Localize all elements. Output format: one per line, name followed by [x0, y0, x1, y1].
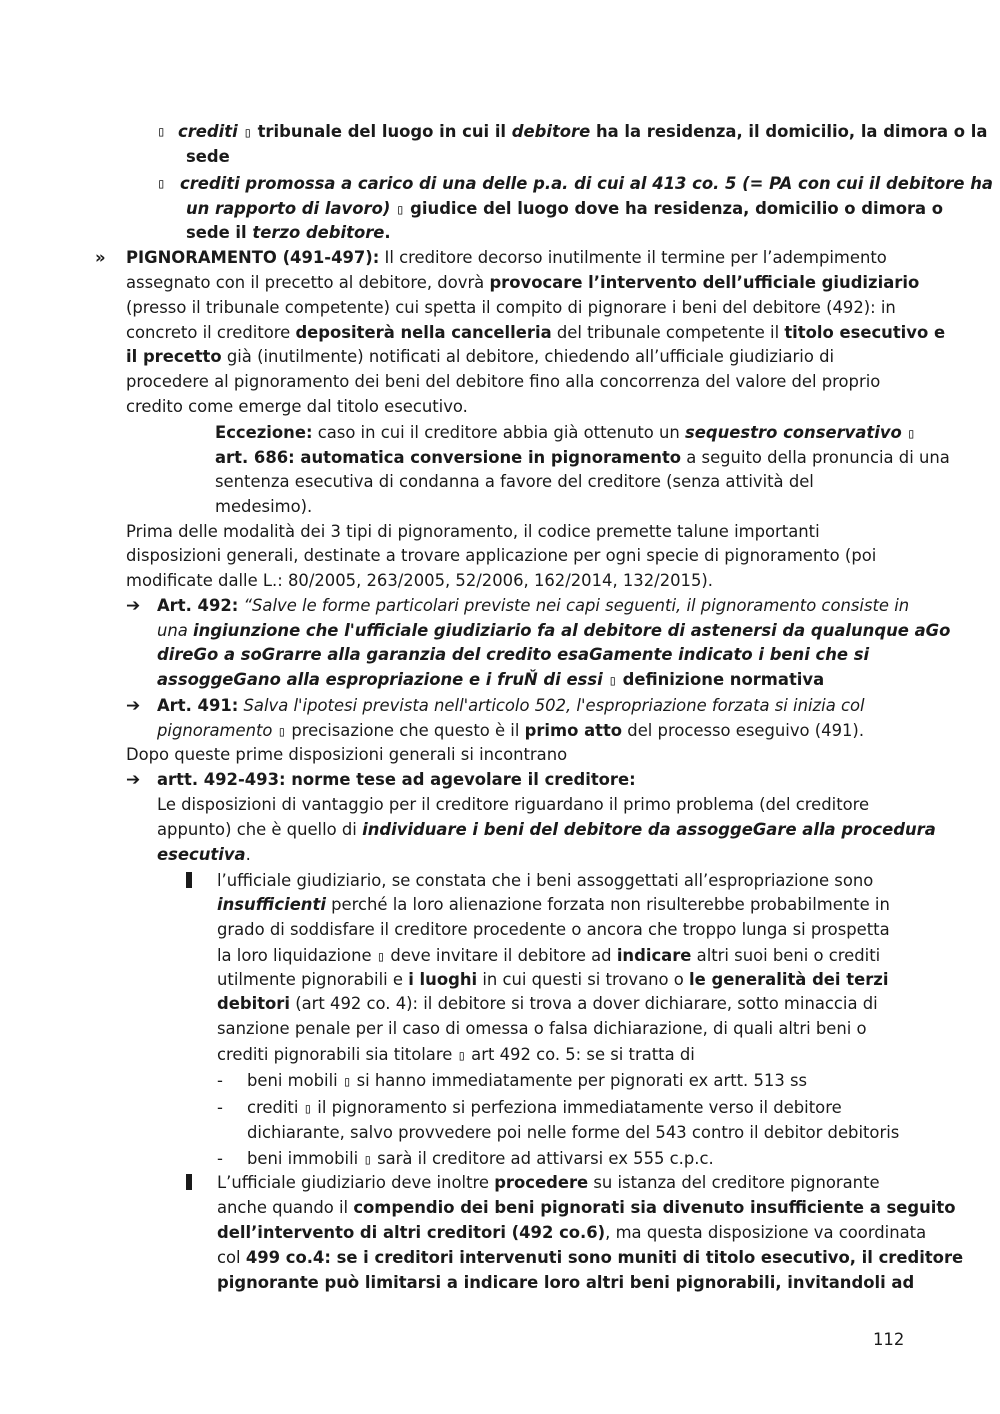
arrow-bullet-icon: ➔	[126, 596, 141, 616]
text-line: assoggeGano alla espropriazione e i fruŇ di essi ▯ definizione normativa	[157, 670, 825, 689]
raquo-bullet-icon: »	[95, 248, 106, 267]
dash-bullet-icon: -	[217, 1098, 223, 1117]
text-line: medesimo).	[215, 497, 313, 516]
text-line: sentenza esecutiva di condanna a favore del creditore (senza attività del	[215, 472, 814, 491]
arrow-bullet-icon: ➔	[126, 770, 141, 790]
box-glyph-icon: ▯	[342, 1074, 352, 1090]
text-line: sede il terzo debitore.	[186, 223, 391, 242]
box-glyph-icon: ▯	[363, 1152, 372, 1168]
text-line: appunto) che è quello di individuare i beni del debitore da assoggeGare alla procedura	[157, 820, 936, 839]
page-number: 112	[873, 1330, 905, 1349]
text-line: PIGNORAMENTO (491-497): Il creditore decorso inutilmente il termine per l’adempimento	[126, 248, 887, 267]
box-glyph-icon: ▯	[303, 1101, 313, 1117]
text-line: L’ufficiale giudiziario deve inoltre procedere su istanza del creditore pignorante	[217, 1173, 880, 1192]
text-line: artt. 492-493: norme tese ad agevolare il creditore:	[157, 770, 636, 789]
box-glyph-icon: ▯	[376, 949, 386, 965]
box-glyph-icon: ▯	[157, 124, 166, 140]
text-line: disposizioni generali, destinate a trovare applicazione per ogni specie di pignoramento (poi	[126, 546, 877, 565]
box-glyph-icon: ▯	[243, 125, 252, 141]
text-line: Le disposizioni di vantaggio per il creditore riguardano il primo problema (del creditore	[157, 795, 870, 814]
box-glyph-icon: ▯	[396, 202, 405, 218]
text-line: Dopo queste prime disposizioni generali si incontrano	[126, 745, 568, 764]
text-line: esecutiva.	[157, 845, 251, 864]
text-line: Art. 492: “Salve le forme particolari previste nei capi seguenti, il pignoramento consiste in	[157, 596, 910, 615]
text-line: crediti ▯ tribunale del luogo in cui il debitore ha la residenza, il domicilio, la dimora o la	[178, 122, 988, 141]
text-line: utilmente pignorabili e i luoghi in cui questi si trovano o le generalità dei terzi	[217, 970, 889, 989]
text-line: crediti ▯ il pignoramento si perfeziona immediatamente verso il debitore	[247, 1098, 842, 1117]
box-glyph-icon: ▯	[157, 176, 166, 192]
dash-bullet-icon: -	[217, 1071, 223, 1090]
box-glyph-icon: ▯	[457, 1048, 466, 1064]
text-line: procedere al pignoramento dei beni del debitore fino alla concorrenza del valore del proprio	[126, 372, 881, 391]
box-glyph-icon: ▯	[277, 724, 287, 740]
text-line: pignorante può limitarsi a indicare loro altri beni pignorabili, invitandoli ad	[217, 1273, 915, 1292]
box-glyph-icon: ▯	[907, 426, 916, 442]
text-line: crediti pignorabili sia titolare ▯ art 492 co. 5: se si tratta di	[217, 1045, 695, 1064]
text-line: pignoramento ▯ precisazione che questo è il primo atto del processo eseguivo (491).	[157, 721, 865, 740]
text-line: credito come emerge dal titolo esecutivo.	[126, 397, 468, 416]
text-line: grado di soddisfare il creditore procedente o ancora che troppo lunga si prospetta	[217, 920, 890, 939]
text-line: Prima delle modalità dei 3 tipi di pignoramento, il codice premette talune importanti	[126, 522, 820, 541]
box-glyph-icon: ▯	[608, 673, 617, 689]
text-line: direGo a soGrarre alla garanzia del credito esaGamente indicato i beni che si	[157, 645, 870, 664]
arrow-bullet-icon: ➔	[126, 696, 141, 716]
text-line: concreto il creditore depositerà nella cancelleria del tribunale competente il titolo esecutivo e	[126, 323, 946, 342]
text-line: insufficienti perché la loro alienazione forzata non risulterebbe probabilmente in	[217, 895, 890, 914]
text-line: sanzione penale per il caso di omessa o falsa dichiarazione, di quali altri beni o	[217, 1019, 867, 1038]
text-line: un rapporto di lavoro) ▯ giudice del luogo dove ha residenza, domicilio o dimora o	[186, 199, 944, 218]
square-bullet-icon	[186, 869, 192, 893]
text-line: debitori (art 492 co. 4): il debitore si trova a dover dichiarare, sotto minaccia di	[217, 994, 878, 1013]
text-line: sede	[186, 147, 230, 166]
text-line: modificate dalle L.: 80/2005, 263/2005, 52/2006, 162/2014, 132/2015).	[126, 571, 714, 590]
text-line: art. 686: automatica conversione in pignoramento a seguito della pronuncia di una	[215, 448, 950, 467]
text-line: dell’intervento di altri creditori (492 co.6), ma questa disposizione va coordinata	[217, 1223, 927, 1242]
text-line: crediti promossa a carico di una delle p.a. di cui al 413 co. 5 (= PA con cui il debitore ha	[180, 174, 993, 193]
text-line: anche quando il compendio dei beni pignorati sia divenuto insufficiente a seguito	[217, 1198, 956, 1217]
text-line: Art. 491: Salva l'ipotesi prevista nell'articolo 502, l'espropriazione forzata si inizia col	[157, 696, 865, 715]
text-line: Eccezione: caso in cui il creditore abbia già ottenuto un sequestro conservativo ▯	[215, 423, 916, 442]
square-bullet-icon	[186, 1171, 192, 1195]
text-line: la loro liquidazione ▯ deve invitare il debitore ad indicare altri suoi beni o crediti	[217, 946, 881, 965]
text-line: l’ufficiale giudiziario, se constata che i beni assoggettati all’espropriazione sono	[217, 871, 874, 890]
text-line: il precetto già (inutilmente) notificati al debitore, chiedendo all’ufficiale giudiziario di	[126, 347, 835, 366]
text-line: beni immobili ▯ sarà il creditore ad attivarsi ex 555 c.p.c.	[247, 1149, 714, 1168]
text-line: dichiarante, salvo provvedere poi nelle forme del 543 contro il debitor debitoris	[247, 1123, 900, 1142]
text-line: col 499 co.4: se i creditori intervenuti sono muniti di titolo esecutivo, il creditore	[217, 1248, 964, 1267]
text-line: assegnato con il precetto al debitore, dovrà provocare l’intervento dell’ufficiale giudiziario	[126, 273, 920, 292]
text-line: (presso il tribunale competente) cui spetta il compito di pignorare i beni del debitore (492): in	[126, 298, 896, 317]
text-line: una ingiunzione che l'ufficiale giudiziario fa al debitore di astenersi da qualunque aGo	[157, 621, 951, 640]
text-line: beni mobili ▯ si hanno immediatamente per pignorati ex artt. 513 ss	[247, 1071, 808, 1090]
dash-bullet-icon: -	[217, 1149, 223, 1168]
